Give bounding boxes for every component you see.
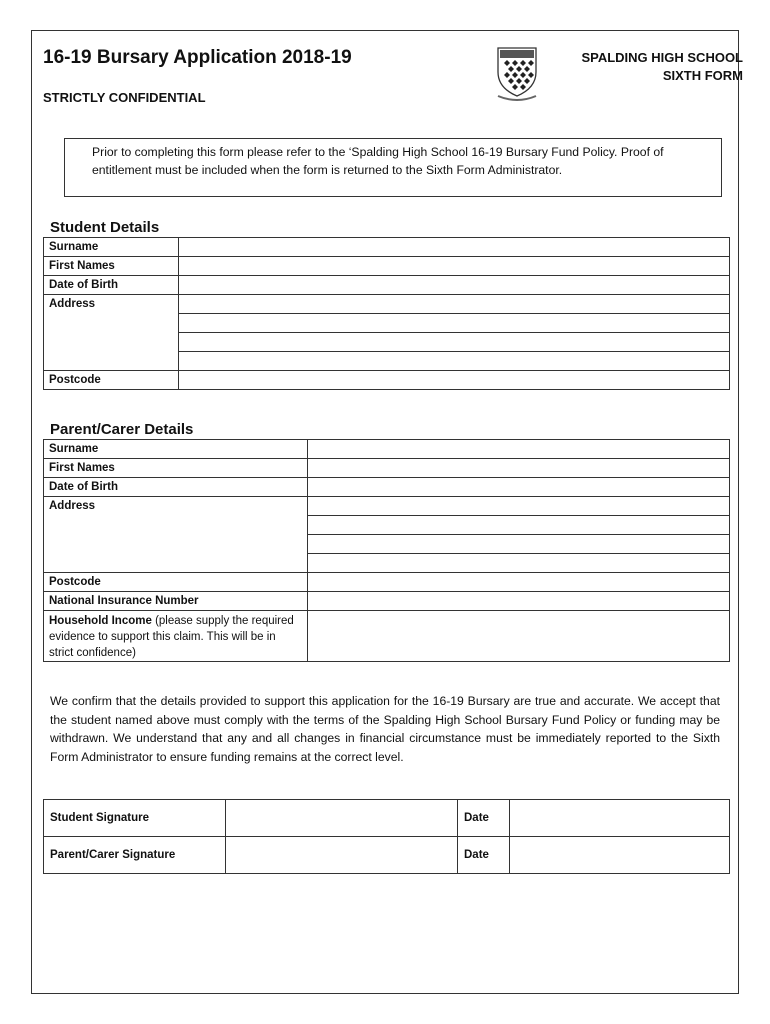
parent-address-line-1[interactable]	[308, 497, 730, 516]
household-income-note: (please supply the required evidence to support this claim. This will be in strict confidence)	[49, 614, 294, 659]
student-first-names-field[interactable]	[179, 257, 730, 276]
household-income-title: Household Income	[49, 614, 152, 627]
parent-signature-field[interactable]	[226, 837, 458, 874]
parent-date-field[interactable]	[510, 837, 730, 874]
table-row	[44, 459, 730, 478]
table-row	[44, 573, 730, 592]
parent-details-heading: Parent/Carer Details	[50, 421, 194, 438]
parent-surname-field[interactable]	[308, 440, 730, 459]
student-details-heading: Student Details	[50, 219, 160, 236]
student-surname-label: Surname	[44, 238, 179, 257]
student-address-line-3[interactable]	[179, 333, 730, 352]
table-row	[44, 238, 730, 257]
ni-number-field[interactable]	[308, 592, 730, 611]
school-name	[581, 49, 743, 85]
student-postcode-label: Postcode	[44, 371, 179, 390]
parent-surname-label: Surname	[44, 440, 308, 459]
student-postcode-field[interactable]	[179, 371, 730, 390]
school-name-line1: SPALDING HIGH SCHOOL	[581, 50, 743, 65]
parent-signature-label: Parent/Carer Signature	[44, 837, 226, 874]
table-row	[44, 440, 730, 459]
intro-notice: Prior to completing this form please refer to the ‘Spalding High School 16-19 Bursary Fund Policy. Proof of entitlement must be included when the form is returned to the Sixth Form Administrator.	[64, 138, 722, 197]
table-row	[44, 257, 730, 276]
student-signature-label: Student Signature	[44, 800, 226, 837]
parent-first-names-field[interactable]	[308, 459, 730, 478]
student-first-names-label: First Names	[44, 257, 179, 276]
table-row	[44, 837, 730, 874]
student-details-table	[43, 237, 730, 390]
student-date-field[interactable]	[510, 800, 730, 837]
table-row	[44, 371, 730, 390]
parent-postcode-field[interactable]	[308, 573, 730, 592]
student-address-line-1[interactable]	[179, 295, 730, 314]
table-row	[44, 478, 730, 497]
school-name-line2: SIXTH FORM	[662, 68, 743, 83]
confidential-label: STRICTLY CONFIDENTIAL	[43, 90, 206, 105]
student-address-label: Address	[44, 295, 179, 371]
ni-number-label: National Insurance Number	[44, 592, 308, 611]
table-row	[44, 295, 730, 314]
table-row	[44, 611, 730, 662]
declaration-text: We confirm that the details provided to support this application for the 16-19 Bursary are true and accurate. We accept that the student named above must comply with the terms of the Spalding High School Bursary Fund Policy or funding may be withdrawn. We understand that any and all changes in financial circumstance must be immediately reported to the Sixth Form Administrator to ensure funding remains at the correct level.	[50, 694, 720, 764]
student-date-label: Date	[458, 800, 510, 837]
household-income-field[interactable]	[308, 611, 730, 662]
student-surname-field[interactable]	[179, 238, 730, 257]
parent-dob-field[interactable]	[308, 478, 730, 497]
student-address-line-2[interactable]	[179, 314, 730, 333]
parent-details-table	[43, 439, 730, 662]
household-income-label	[44, 611, 308, 662]
student-dob-label: Date of Birth	[44, 276, 179, 295]
parent-postcode-label: Postcode	[44, 573, 308, 592]
table-row	[44, 276, 730, 295]
parent-dob-label: Date of Birth	[44, 478, 308, 497]
table-row	[44, 592, 730, 611]
student-signature-field[interactable]	[226, 800, 458, 837]
school-crest-icon	[494, 42, 540, 102]
parent-address-line-3[interactable]	[308, 535, 730, 554]
student-dob-field[interactable]	[179, 276, 730, 295]
form-title: 16-19 Bursary Application 2018-19	[43, 47, 352, 68]
parent-address-line-4[interactable]	[308, 554, 730, 573]
signature-table	[43, 799, 730, 874]
student-address-line-4[interactable]	[179, 352, 730, 371]
parent-address-line-2[interactable]	[308, 516, 730, 535]
table-row	[44, 497, 730, 516]
parent-address-label: Address	[44, 497, 308, 573]
parent-first-names-label: First Names	[44, 459, 308, 478]
table-row	[44, 800, 730, 837]
parent-date-label: Date	[458, 837, 510, 874]
